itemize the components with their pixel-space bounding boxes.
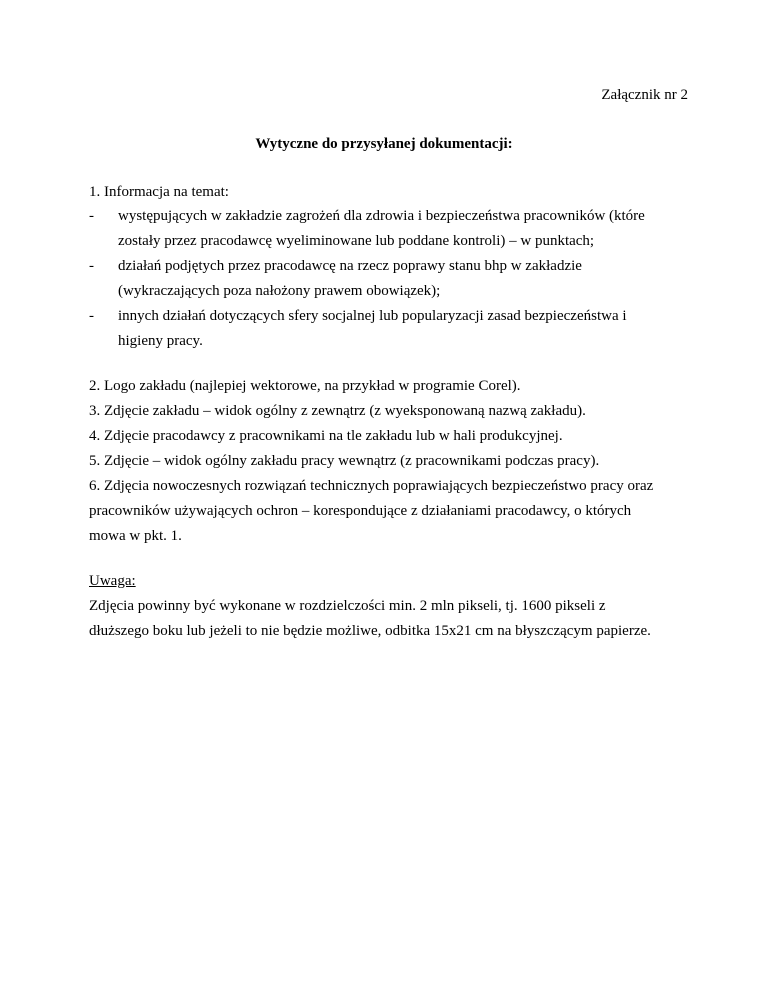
bullet-2-line-2: (wykraczających poza nałożony prawem obowiązek); bbox=[118, 283, 441, 299]
bullet-1-line-1: występujących w zakładzie zagrożeń dla zdrowia i bezpieczeństwa pracowników (które bbox=[118, 208, 645, 224]
attachment-label: Załącznik nr 2 bbox=[601, 87, 688, 103]
point-6-line-3: mowa w pkt. 1. bbox=[89, 528, 182, 544]
note-line-1: Zdjęcia powinny być wykonane w rozdzielczości min. 2 mln pikseli, tj. 1600 pikseli z bbox=[89, 598, 606, 614]
note-line-2: dłuższego boku lub jeżeli to nie będzie możliwe, odbitka 15x21 cm na błyszczącym papierze. bbox=[89, 623, 651, 639]
point-6-line-2: pracowników używających ochron – korespondujące z działaniami pracodawcy, o których bbox=[89, 503, 632, 519]
section1-heading: 1. Informacja na temat: bbox=[89, 184, 229, 200]
bullet-dash: - bbox=[89, 308, 94, 324]
bullet-3-line-1: innych działań dotyczących sfery socjalnej lub popularyzacji zasad bezpieczeństwa i bbox=[118, 308, 627, 324]
point-5: 5. Zdjęcie – widok ogólny zakładu pracy wewnątrz (z pracownikami podczas pracy). bbox=[89, 453, 600, 469]
bullet-dash: - bbox=[89, 258, 94, 274]
bullet-2-line-1: działań podjętych przez pracodawcę na rzecz poprawy stanu bhp w zakładzie bbox=[118, 258, 582, 274]
point-2: 2. Logo zakładu (najlepiej wektorowe, na przykład w programie Corel). bbox=[89, 378, 521, 394]
document-title: Wytyczne do przysyłanej dokumentacji: bbox=[255, 136, 513, 152]
note-label: Uwaga: bbox=[89, 573, 136, 589]
point-3: 3. Zdjęcie zakładu – widok ogólny z zewnątrz (z wyeksponowaną nazwą zakładu). bbox=[89, 403, 586, 419]
bullet-3-line-2: higieny pracy. bbox=[118, 333, 203, 349]
point-6-line-1: 6. Zdjęcia nowoczesnych rozwiązań technicznych poprawiających bezpieczeństwo pracy oraz bbox=[89, 478, 654, 494]
point-4: 4. Zdjęcie pracodawcy z pracownikami na tle zakładu lub w hali produkcyjnej. bbox=[89, 428, 563, 444]
bullet-1-line-2: zostały przez pracodawcę wyeliminowane lub poddane kontroli) – w punktach; bbox=[118, 233, 595, 249]
bullet-dash: - bbox=[89, 208, 94, 224]
